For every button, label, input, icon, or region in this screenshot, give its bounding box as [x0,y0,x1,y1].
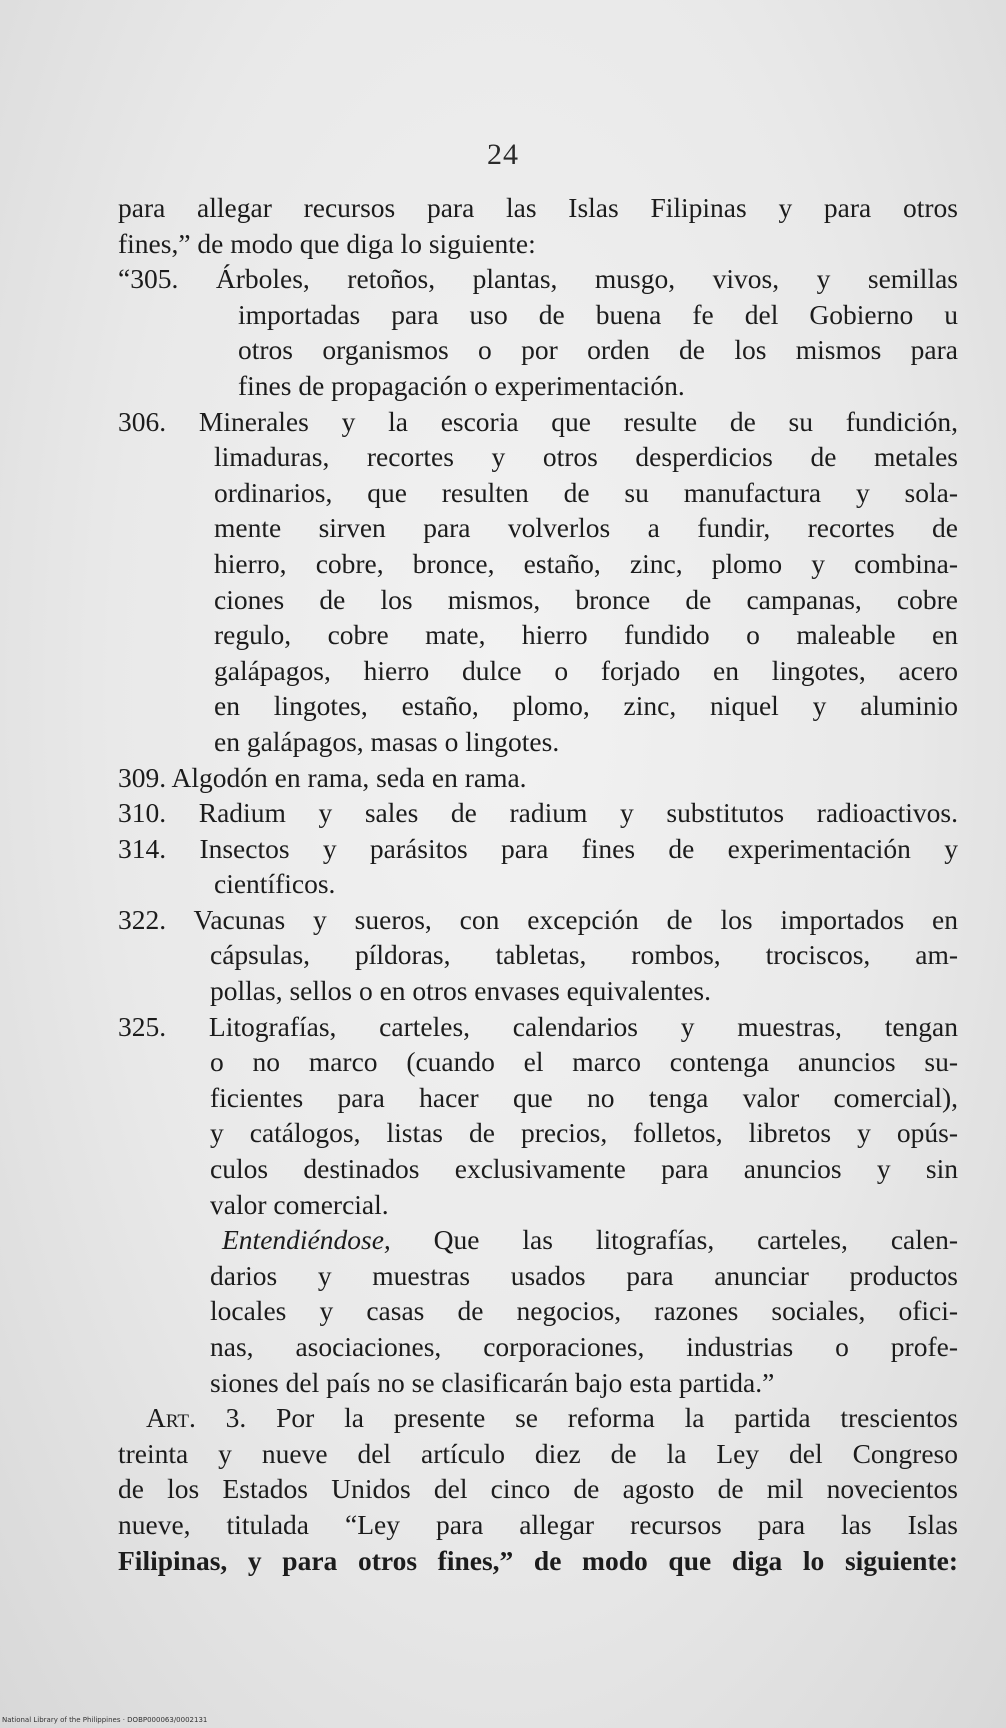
text-line: darios y muestras usados para anunciar productos [210,1259,958,1291]
text-line: o no marco (cuando el marco contenga anuncios su- [210,1046,958,1078]
text-line: y catálogos, listas de precios, folletos, libretos y opús- [210,1117,958,1149]
body-text [118,190,958,1578]
text-line: cápsulas, píldoras, tabletas, rombos, trociscos, am- [210,939,958,971]
text-line: hierro, cobre, bronce, estaño, zinc, plomo y combina- [214,547,958,579]
text-line: nas, asociaciones, corporaciones, industrias o profe- [210,1331,958,1362]
text-line: otros organismos o por orden de los mismos para [238,334,958,366]
text-line: fines de propagación o experimentación. [238,369,685,401]
text-line: científicos. [214,868,336,900]
item-305-line: “305. Árboles, retoños, plantas, musgo, vivos, y semillas [118,263,958,295]
text-line: Filipinas, y para otros fines,” de modo que diga lo siguiente: [118,1544,958,1576]
text-line: nueve, titulada “Ley para allegar recursos para las Islas [118,1508,958,1540]
item-306-line: 306. Minerales y la escoria que resulte de su fundición, [118,405,958,437]
text-line: galápagos, hierro dulce o forjado en lingotes, acero [214,654,958,686]
text-line: siones del país no se clasificarán bajo esta partida.” [210,1366,775,1398]
text-line: mente sirven para volverlos a fundir, recortes de [214,512,958,544]
article-label: Art. [146,1402,196,1434]
text-line: para allegar recursos para las Islas Filipinas y para otros [118,192,958,223]
article-line [118,1400,958,1436]
text-line: treinta y nueve del artículo diez de la Ley del Congreso [118,1437,958,1469]
item-309-line: 309. Algodón en rama, seda en rama. [118,761,527,793]
page-number: 24 [487,138,519,171]
text-line: fines,” de modo que diga lo siguiente: [118,227,536,259]
text-line: valor comercial. [210,1188,389,1220]
text-line: locales y casas de negocios, razones sociales, ofici- [210,1295,958,1327]
text-line: ordinarios, que resulten de su manufactura y sola- [214,476,958,508]
text-line: regulo, cobre mate, hierro fundido o maleable en [214,619,958,651]
proviso-keyword: Entendiéndose, [222,1224,391,1256]
item-325-line: 325. Litografías, carteles, calendarios y muestras, tengan [118,1010,958,1042]
text-line: culos destinados exclusivamente para anuncios y sin [210,1153,958,1185]
proviso-text: Que las litografías, carteles, calen- [390,1224,958,1256]
text-line: importadas para uso de buena fe del Gobierno u [238,298,958,330]
text-line: en lingotes, estaño, plomo, zinc, niquel y aluminio [214,690,958,722]
item-310-line: 310. Radium y sales de radium y substitutos radioactivos. [118,797,958,829]
footer-credit: National Library of the Philippines · DOBP000063/0002131 [2,1716,208,1724]
proviso-line [118,1222,958,1258]
text-line: ciones de los mismos, bronce de campanas, cobre [214,583,958,615]
item-314-line: 314. Insectos y parásitos para fines de experimentación y [118,832,958,864]
article-text: 3. Por la presente se reforma la partida trescientos [195,1402,958,1434]
item-322-line: 322. Vacunas y sueros, con excepción de los importados en [118,903,958,935]
text-line: limaduras, recortes y otros desperdicios de metales [214,441,958,473]
text-line: en galápagos, masas o lingotes. [214,725,560,757]
text-line: pollas, sellos o en otros envases equivalentes. [210,975,712,1007]
text-line: de los Estados Unidos del cinco de agosto de mil novecientos [118,1473,958,1505]
text-line: ficientes para hacer que no tenga valor comercial), [210,1081,958,1113]
